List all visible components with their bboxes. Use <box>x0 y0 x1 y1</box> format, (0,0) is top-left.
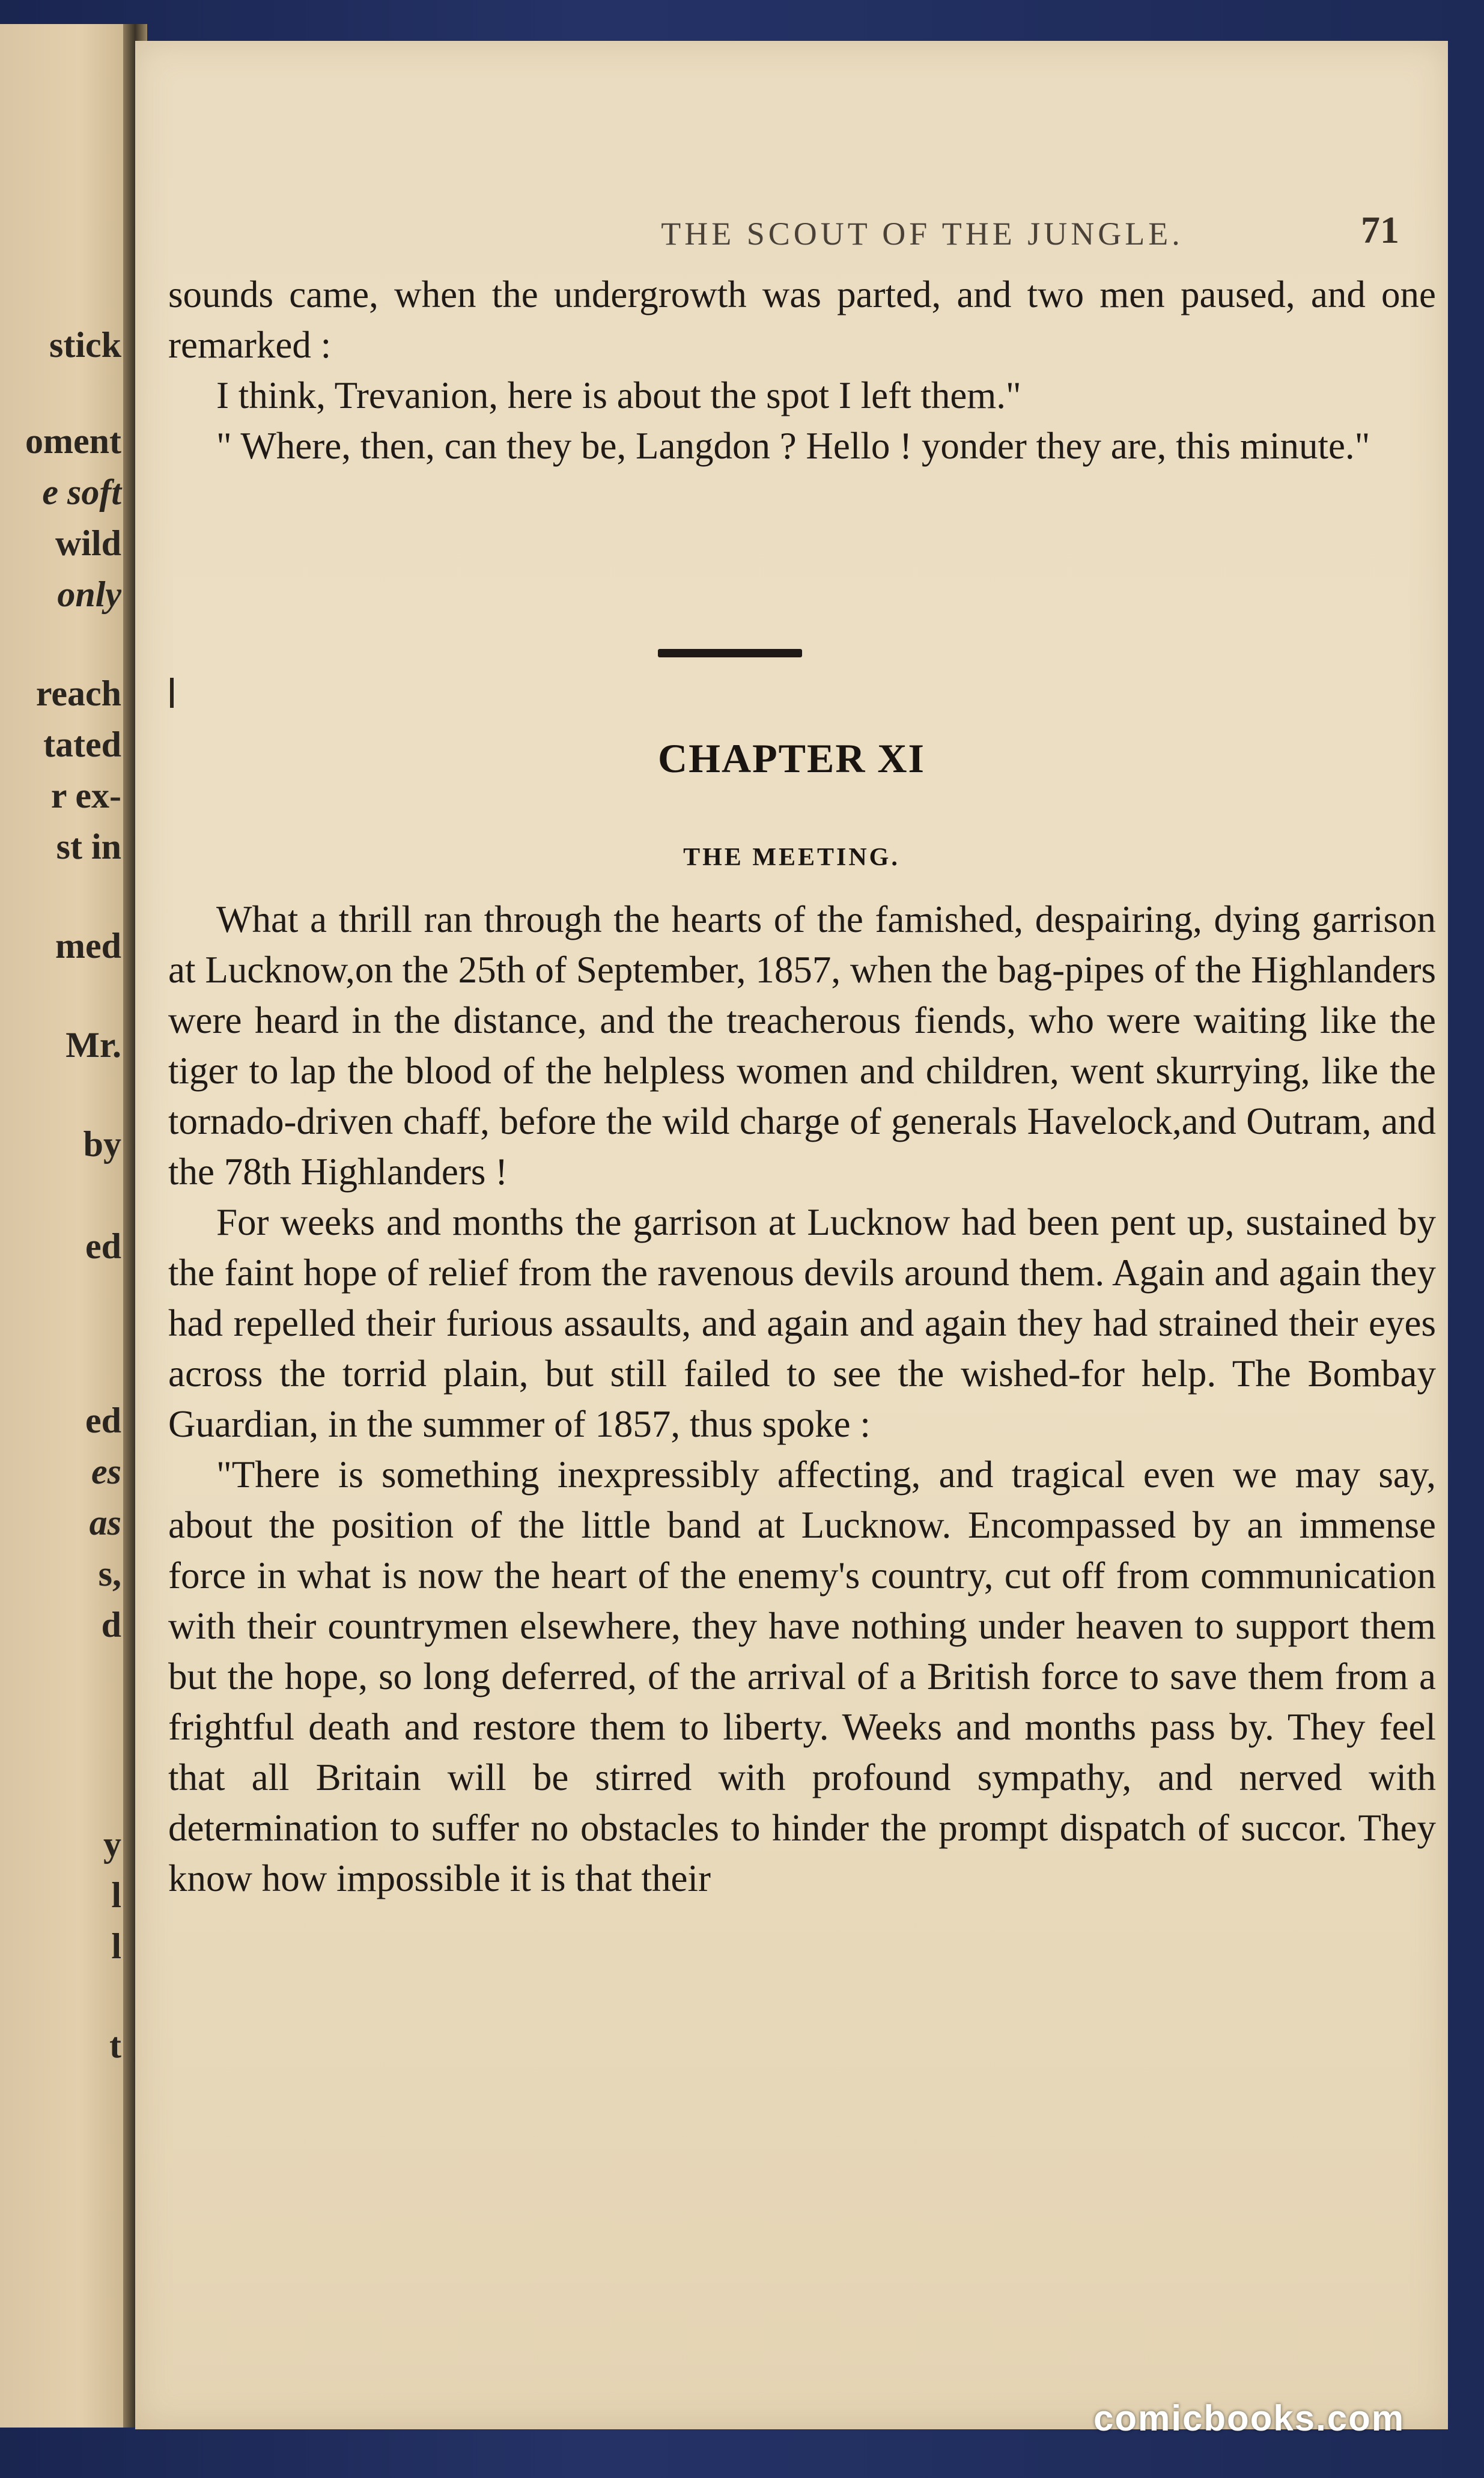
left-fragment: t <box>109 2026 121 2065</box>
left-fragment: tated <box>43 725 121 764</box>
left-fragment: l <box>111 1875 121 1915</box>
top-text-block <box>168 269 1436 471</box>
left-fragment: y <box>103 1824 121 1864</box>
section-rule <box>658 649 802 657</box>
chapter-body <box>168 894 1436 1904</box>
left-fragment: r ex- <box>50 776 121 815</box>
page-number: 71 <box>1361 209 1399 251</box>
left-fragment: stick <box>49 325 121 365</box>
paragraph: sounds came, when the undergrowth was parted, and two men paused, and one remarked : <box>168 273 1436 366</box>
left-fragment: reach <box>35 674 121 713</box>
chapter-title: CHAPTER XI <box>657 735 926 781</box>
left-fragment: only <box>57 574 121 614</box>
left-fragment: ed <box>85 1401 121 1440</box>
left-fragment: es <box>91 1452 121 1491</box>
left-fragment: l <box>111 1926 121 1966</box>
left-fragment: s, <box>98 1554 121 1594</box>
left-fragment: e soft <box>42 472 121 512</box>
left-fragment: by <box>83 1124 121 1164</box>
paragraph: What a thrill ran through the hearts of the famished, despairing, dying garrison at Lucknow,on the 25th of September, 1857, when the bag-pipes of the Highlanders were heard in the distance, and the treacherous fiends, who were waiting like the tiger to lap the blood of the helpless women and children, went skurrying, like the tornado-driven chaff, before the wild charge of generals Havelock,and Outram, and the 78th Highlanders ! <box>168 898 1436 1193</box>
paragraph: " Where, then, can they be, Langdon ? Hello ! yonder they are, this minute." <box>216 425 1370 467</box>
paragraph: I think, Trevanion, here is about the spot I left them." <box>216 374 1021 416</box>
left-fragment: st in <box>56 827 121 866</box>
left-fragment: ed <box>85 1226 121 1266</box>
left-fragment: wild <box>55 523 121 563</box>
left-fragment: oment <box>25 421 121 461</box>
book-page <box>135 41 1448 2429</box>
left-fragment: as <box>89 1503 121 1542</box>
left-fragment: d <box>101 1605 121 1645</box>
chapter-subtitle: THE MEETING. <box>683 844 900 871</box>
running-head: THE SCOUT OF THE JUNGLE. <box>661 216 1184 252</box>
left-fragment: med <box>55 926 121 966</box>
paragraph: "There is something inexpressibly affecting, and tragical even we may say, about the position of the little band at Lucknow. Encompassed by an immense force in what is now the heart of the enemy's country, cut off from communication with their countrymen elsewhere, they have nothing under heaven to support them but the hope, so long deferred, of the arrival of a British force to save them from a frightful death and restore them to liberty. Weeks and months pass by. They feel that all Britain will be stirred with profound sympathy, and nerved with determination to suffer no obstacles to hinder the prompt dispatch of succor. They know how impossible it is that their <box>168 1454 1436 1899</box>
paragraph: For weeks and months the garrison at Lucknow had been pent up, sustained by the faint hope of relief from the ravenous devils around them. Again and again they had repelled their furious assaults, and again and again they had strained their eyes across the torrid plain, but still failed to see the wished-for help. The Bombay Guardian, in the summer of 1857, thus spoke : <box>168 1201 1436 1445</box>
stray-mark <box>170 678 174 708</box>
left-facing-page <box>0 24 132 2428</box>
left-fragment: Mr. <box>65 1025 121 1065</box>
watermark: comicbooks.com <box>1093 2398 1405 2438</box>
